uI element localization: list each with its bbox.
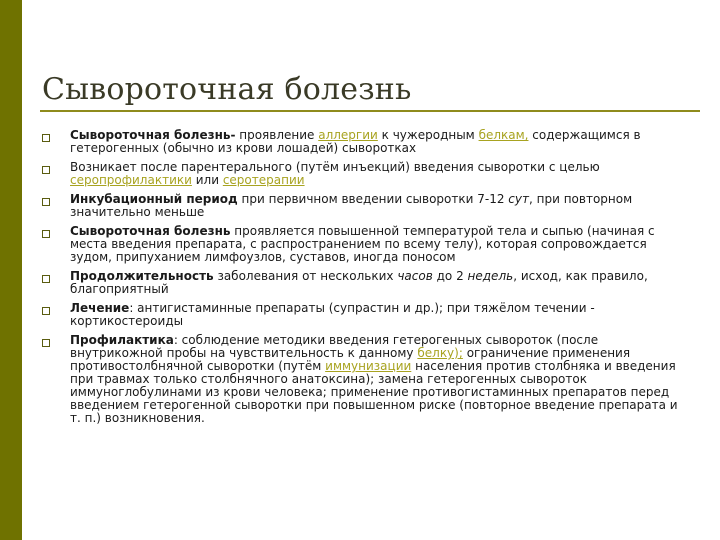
bullet-text: [70, 193, 687, 219]
text-run: Возникает после парентерального (путём инъекций) введения сыворотки с целью: [70, 160, 600, 174]
term-link[interactable]: белкам,: [478, 128, 529, 142]
bullet-text: [70, 161, 687, 187]
square-bullet-icon: [42, 230, 50, 238]
text-run: : соблюдение методики введения гетерогенных сывороток (после внутрикожной пробы на чувствительность к данному: [70, 333, 599, 360]
square-bullet-icon: [42, 275, 50, 283]
text-run: проявление: [235, 128, 319, 142]
bullet-item: [42, 193, 687, 219]
square-bullet-icon: [42, 307, 50, 315]
bullet-text: [70, 129, 687, 155]
slide-title: Сывороточная болезнь: [42, 72, 412, 107]
term-link[interactable]: серопрофилактики: [70, 173, 192, 187]
bullet-item: [42, 334, 687, 425]
square-bullet-icon: [42, 339, 50, 347]
term-link[interactable]: серотерапии: [222, 173, 305, 187]
square-bullet-icon: [42, 134, 50, 142]
text-run: , при повторном значительно меньше: [70, 192, 633, 219]
text-run: или: [191, 173, 223, 187]
bullet-item: [42, 129, 687, 155]
bullet-item: [42, 270, 687, 296]
bullet-list: [42, 129, 687, 431]
text-run: проявляется повышенной температурой тела и сыпью (начиная с места введения препарата, с распространением по всему телу), которая сопровождается зудом, припуханием лимфоузлов, суставов, иногда поносом: [70, 224, 655, 264]
bold-term: Инкубационный период: [70, 192, 238, 206]
text-run: заболевания от нескольких: [213, 269, 398, 283]
bullet-item: [42, 161, 687, 187]
term-link[interactable]: белку);: [417, 346, 463, 360]
text-run: до 2: [432, 269, 468, 283]
side-accent-bar: [0, 0, 22, 540]
text-run: при первичном введении сыворотки 7-12: [237, 192, 509, 206]
bullet-text: [70, 302, 687, 328]
bold-term: Сывороточная болезнь-: [70, 128, 236, 142]
bold-term: Сывороточная болезнь: [70, 224, 231, 238]
text-run: населения против столбняка и введения при травмах только столбнячного анатоксина); замена гетерогенных сывороток иммуноглобулинами из крови человека; применение противогистаминных препаратов перед введением гетерогенной сыворотки при повышенном риске (повторное введение препарата и т. п.) возникновения.: [70, 359, 678, 425]
text-run: : антигистаминные препараты (супрастин и др.); при тяжёлом течении - кортикостероиды: [70, 301, 595, 328]
bullet-text: [70, 270, 687, 296]
text-run: содержащимся в гетерогенных (обычно из крови лошадей) сыворотках: [70, 128, 641, 155]
italic-text: сут: [508, 192, 529, 206]
bullet-text: [70, 334, 687, 425]
text-run: к чужеродным: [377, 128, 479, 142]
bullet-text: [70, 225, 687, 264]
bold-term: Лечение: [70, 301, 130, 315]
term-link[interactable]: аллергии: [318, 128, 378, 142]
square-bullet-icon: [42, 166, 50, 174]
bold-term: Продолжительность: [70, 269, 214, 283]
square-bullet-icon: [42, 198, 50, 206]
text-run: , исход, как правило, благоприятный: [70, 269, 648, 296]
title-underline: [40, 110, 700, 112]
italic-text: часов: [397, 269, 433, 283]
term-link[interactable]: иммунизации: [325, 359, 412, 373]
bullet-item: [42, 225, 687, 264]
text-run: ограничение применения противостолбнячной сыворотки (путём: [70, 346, 631, 373]
bullet-item: [42, 302, 687, 328]
bold-term: Профилактика: [70, 333, 174, 347]
italic-text: недель: [467, 269, 514, 283]
